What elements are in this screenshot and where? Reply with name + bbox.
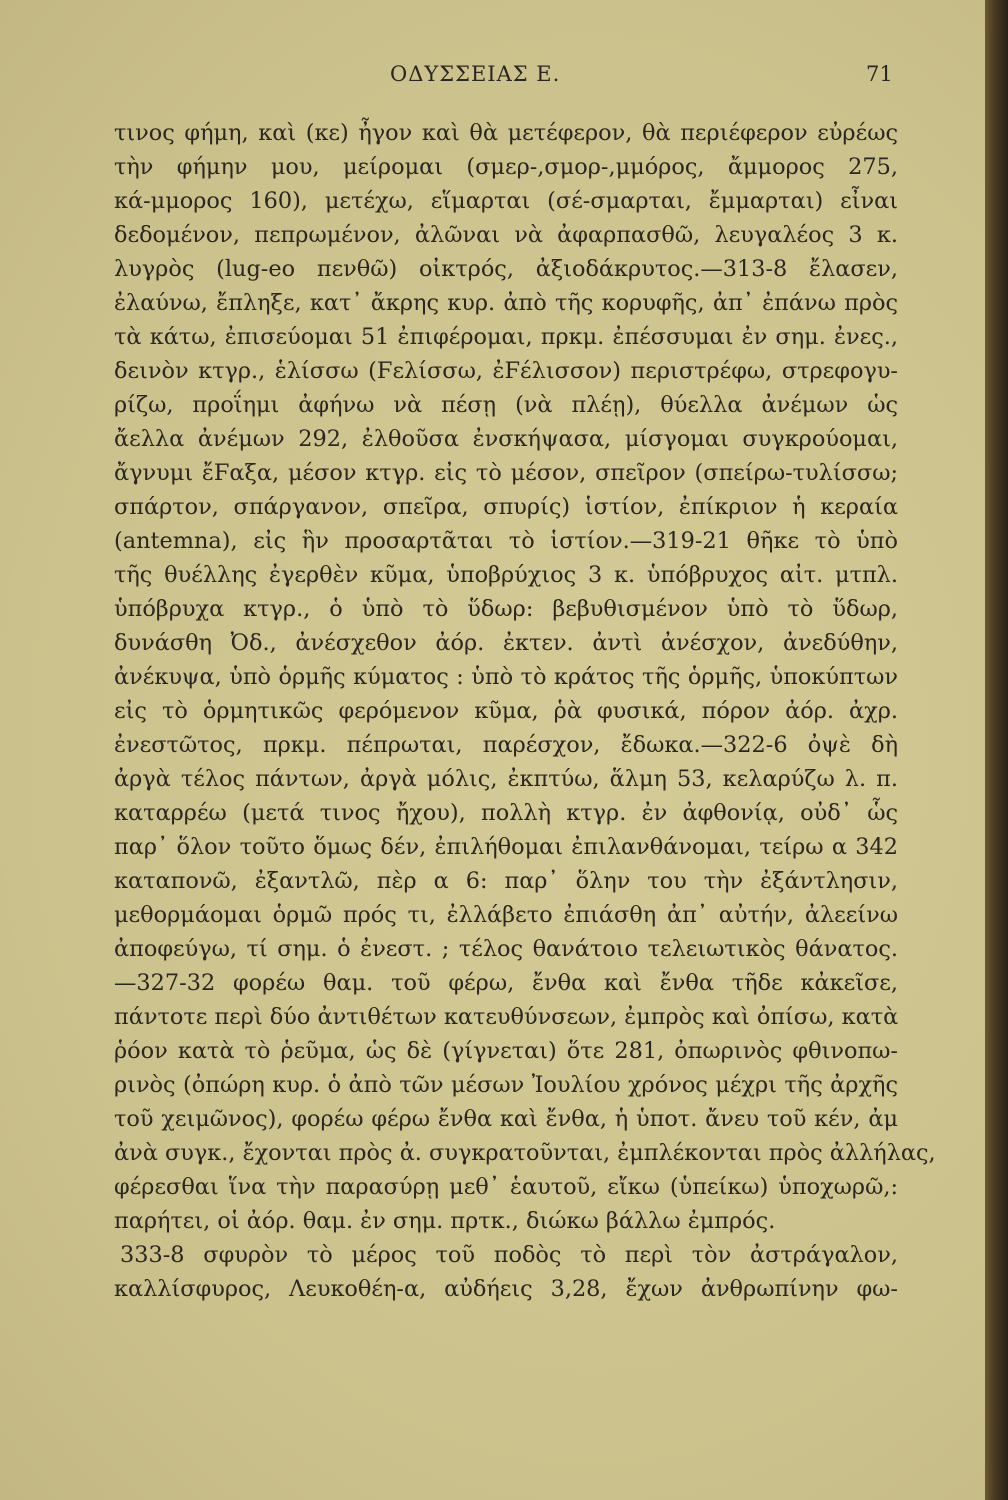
text-line: ρίζω, προΐημι ἀφήνω νὰ πέσῃ (νὰ πλέῃ), θύελλα ἀνέμων ὡς — [114, 392, 898, 418]
text-line: τινος φήμη, καὶ (κε) ἦγον καὶ θὰ μετέφερον, θὰ περιέφερον εὐρέως — [114, 120, 898, 146]
text-line: εἰς τὸ ὁρμητικῶς φερόμενον κῦμα, ῥὰ φυσικά, πόρον ἀόρ. ἀχρ. — [114, 698, 898, 724]
text-line: τῆς θυέλλης ἐγερθὲν κῦμα, ὑποβρύχιος 3 κ. ὑπόβρυχος αἰτ. μτπλ. — [114, 562, 898, 588]
text-line: σπάρτον, σπάργανον, σπεῖρα, σπυρίς) ἱστίον, ἐπίκριον ἡ κεραία — [114, 494, 898, 520]
running-title: ΟΔΥΣΣΕΙΑΣ Ε. — [390, 62, 561, 86]
text-line: φέρεσθαι ἵνα τὴν παρασύρῃ μεθ᾽ ἑαυτοῦ, εἴκω (ὑπείκω) ὑποχωρῶ,: — [114, 1174, 898, 1200]
text-line: καλλίσφυρος, Λευκοθέη-α, αὐδήεις 3,28, ἔχων ἀνθρωπίνην φω- — [114, 1276, 898, 1302]
text-line: παρ᾽ ὅλον τοῦτο ὅμως δέν, ἐπιλήθομαι ἐπιλανθάνομαι, τείρω α 342 — [114, 834, 898, 860]
text-line: ἀποφεύγω, τί σημ. ὁ ἐνεστ. ; τέλος θανάτοιο τελειωτικὸς θάνατος. — [114, 936, 898, 962]
running-header — [0, 60, 985, 94]
text-line: ῥόον κατὰ τὸ ῥεῦμα, ὡς δὲ (γίγνεται) ὅτε 281, ὀπωρινὸς φθινοπω- — [114, 1038, 898, 1064]
text-line: παρήτει, οἱ ἀόρ. θαμ. ἐν σημ. πρτκ., διώκω βάλλω ἐμπρός. — [114, 1208, 776, 1234]
text-line: τοῦ χειμῶνος), φορέω φέρω ἔνθα καὶ ἔνθα, ἡ ὑποτ. ἄνευ τοῦ κέν, ἀμ — [114, 1106, 898, 1132]
text-line: ἄελλα ἀνέμων 292, ἐλθοῦσα ἐνσκήψασα, μίσγομαι συγκρούομαι, — [114, 426, 898, 452]
text-line: ἀνέκυψα, ὑπὸ ὁρμῆς κύματος : ὑπὸ τὸ κράτος τῆς ὁρμῆς, ὑποκύπτων — [114, 664, 898, 690]
text-line: καταπονῶ, ἐξαντλῶ, πὲρ α 6: παρ᾽ ὅλην του τὴν ἐξάντλησιν, — [114, 868, 898, 894]
text-line: ὑπόβρυχα κτγρ., ὁ ὑπὸ τὸ ὕδωρ: βεβυθισμένον ὑπὸ τὸ ὕδωρ, — [114, 596, 898, 622]
text-line: —327-32 φορέω θαμ. τοῦ φέρω, ἔνθα καὶ ἔνθα τῆδε κἀκεῖσε, — [114, 970, 898, 996]
text-line: τὴν φήμην μου, μείρομαι (σμερ-,σμορ-,μμόρος, ἄμμορος 275, — [114, 154, 898, 180]
text-line: δεινὸν κτγρ., ἑλίσσω (Ϝελίσσω, ἐϜέλισσον) περιστρέφω, στρεφογυ- — [114, 358, 898, 384]
text-line: καταρρέω (μετά τινος ἤχου), πολλὴ κτγρ. ἐν ἀφθονίᾳ, οὐδ᾽ ὧς — [114, 800, 898, 826]
text-line: ἀνὰ συγκ., ἔχονται πρὸς ἀ. συγκρατοῦνται, ἐμπλέκονται πρὸς ἀλλήλας, — [114, 1140, 936, 1166]
text-line: ἐνεστῶτος, πρκμ. πέπρωται, παρέσχον, ἔδωκα.—322-6 ὀψὲ δὴ — [114, 732, 898, 758]
text-line: (antemna), εἰς ἣν προσαρτᾶται τὸ ἱστίον.—319-21 θῆκε τὸ ὑπὸ — [114, 528, 898, 554]
text-line: κά-μμορος 160), μετέχω, εἵμαρται (σέ-σμαρται, ἔμμαρται) εἶναι — [114, 188, 898, 214]
text-line: ἐλαύνω, ἔπληξε, κατ᾽ ἄκρης κυρ. ἀπὸ τῆς κορυφῆς, ἀπ᾽ ἐπάνω πρὸς — [114, 290, 898, 316]
text-line: τὰ κάτω, ἐπισεύομαι 51 ἐπιφέρομαι, πρκμ. ἐπέσσυμαι ἐν σημ. ἐνες., — [114, 324, 898, 350]
text-line: λυγρὸς (lug-eo πενθῶ) οἰκτρός, ἀξιοδάκρυτος.—313-8 ἔλασεν, — [114, 256, 898, 282]
text-line: 333-8 σφυρὸν τὸ μέρος τοῦ ποδὸς τὸ περὶ τὸν ἀστράγαλον, — [120, 1242, 898, 1268]
book-spine-edge — [985, 0, 1008, 1500]
text-line: δεδομένον, πεπρωμένον, ἀλῶναι νὰ ἀφαρπασθῶ, λευγαλέος 3 κ. — [114, 222, 898, 248]
text-line: ρινὸς (ὀπώρη κυρ. ὁ ἀπὸ τῶν μέσων Ἰουλίου χρόνος μέχρι τῆς ἀρχῆς — [114, 1072, 898, 1098]
page-number: 71 — [866, 62, 893, 86]
text-line: δυνάσθη Ὀδ., ἀνέσχεθον ἀόρ. ἐκτεν. ἀντὶ ἀνέσχον, ἀνεδύθην, — [114, 630, 898, 656]
text-line: ἄγνυμι ἔϜαξα, μέσον κτγρ. εἰς τὸ μέσον, σπεῖρον (σπείρω-τυλίσσω; — [114, 460, 898, 486]
text-line: ἀργὰ τέλος πάντων, ἀργὰ μόλις, ἐκπτύω, ἅλμη 53, κελαρύζω λ. π. — [114, 766, 898, 792]
text-line: μεθορμάομαι ὁρμῶ πρός τι, ἐλλάβετο ἐπιάσθη ἀπ᾽ αὐτήν, ἀλεείνω — [114, 902, 898, 928]
body-text — [114, 116, 936, 1306]
text-line: πάντοτε περὶ δύο ἀντιθέτων κατευθύνσεων, ἐμπρὸς καὶ ὀπίσω, κατὰ — [114, 1004, 899, 1030]
